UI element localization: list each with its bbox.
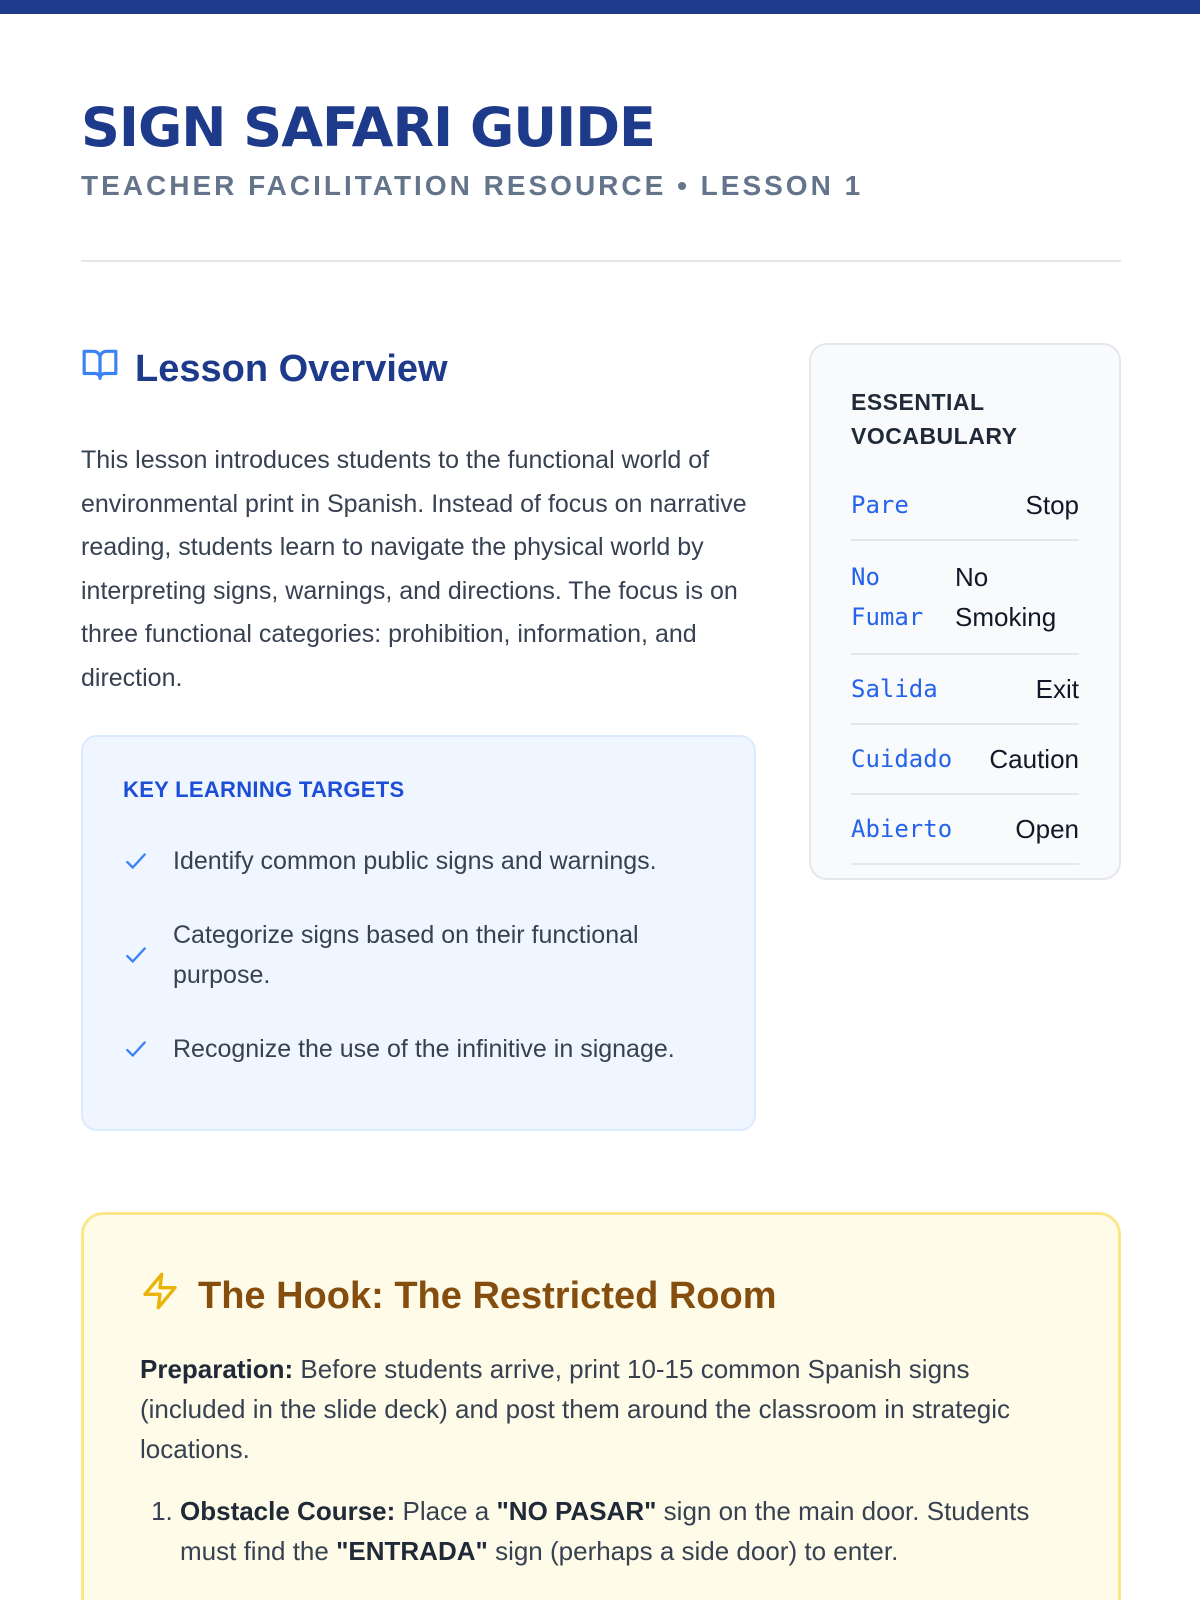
vocab-row [851,655,1079,725]
essential-vocabulary-card [809,343,1121,880]
top-accent-bar [0,0,1200,14]
step-label: Obstacle Course: [180,1496,396,1526]
page-subtitle: TEACHER FACILITATION RESOURCE • LESSON 1 [81,170,864,201]
list-item [123,821,714,901]
step-text: Place a [395,1496,497,1526]
list-item [123,915,714,995]
vocab-english-term: Caution [989,744,1079,774]
check-icon [123,1036,149,1062]
vocab-spanish-term: Pare [851,491,909,519]
header-divider [81,260,1121,262]
learning-target-list [123,821,714,1089]
sign-term: "ENTRADA" [336,1536,488,1566]
sign-term: "NO PASAR" [496,1496,657,1526]
list-item [180,1491,1062,1571]
vocab-spanish-term: Cuidado [851,745,953,773]
lesson-overview-heading [81,345,756,393]
vocab-row [851,541,1079,655]
page-title: SIGN SAFARI GUIDE [81,96,655,159]
learning-target-text: Recognize the use of the infinitive in signage. [173,1035,675,1063]
essential-vocabulary-title: ESSENTIAL VOCABULARY [851,389,1018,449]
step-text: sign (perhaps a side door) to enter. [487,1536,899,1566]
learning-target-text: Categorize signs based on their functional purpose. [173,921,639,989]
lesson-overview-section [81,345,756,700]
step-text: sign on the main door. Students must find the [180,1496,1030,1566]
page-header [81,98,1121,202]
hook-title: The Hook: The Restricted Room [198,1274,777,1317]
vocab-spanish-term: Abierto [851,815,953,843]
preparation-body: Before students arrive, print 10-15 common Spanish signs (included in the slide deck) and post them around the classroom in strategic locations. [140,1354,1011,1464]
lesson-overview-text: This lesson introduces students to the functional world of environmental print in Spanish. Instead of focus on narrative reading, students learn to navigate the physical world by interpreting signs, warnings, and directions. The focus is on three functional categories: prohibition, information, and direction. [81,446,747,692]
vocab-spanish-term: Salida [851,675,938,703]
check-icon [123,848,149,874]
hook-preparation-text [140,1349,1062,1469]
lightning-bolt-icon [140,1271,180,1321]
vocab-english-term: Stop [1025,490,1079,520]
list-item [123,1009,714,1089]
vocab-spanish-term: No Fumar [851,563,924,631]
vocab-english-term: Exit [1035,674,1079,704]
check-icon [123,942,149,968]
vocabulary-list [851,471,1079,865]
key-learning-targets-box [81,735,756,1131]
vocab-english-term: No Smoking [955,562,1057,632]
hook-steps-list [140,1491,1062,1571]
preparation-label: Preparation: [140,1354,294,1384]
learning-target-text: Identify common public signs and warnings. [173,847,657,875]
vocab-row [851,795,1079,865]
key-learning-targets-title: KEY LEARNING TARGETS [123,777,405,802]
vocab-row [851,471,1079,541]
book-open-icon [81,345,119,393]
hook-heading [140,1271,1062,1321]
hook-card [81,1212,1121,1600]
vocab-english-term: Open [1015,814,1079,844]
lesson-overview-title: Lesson Overview [135,347,448,390]
vocab-row [851,725,1079,795]
